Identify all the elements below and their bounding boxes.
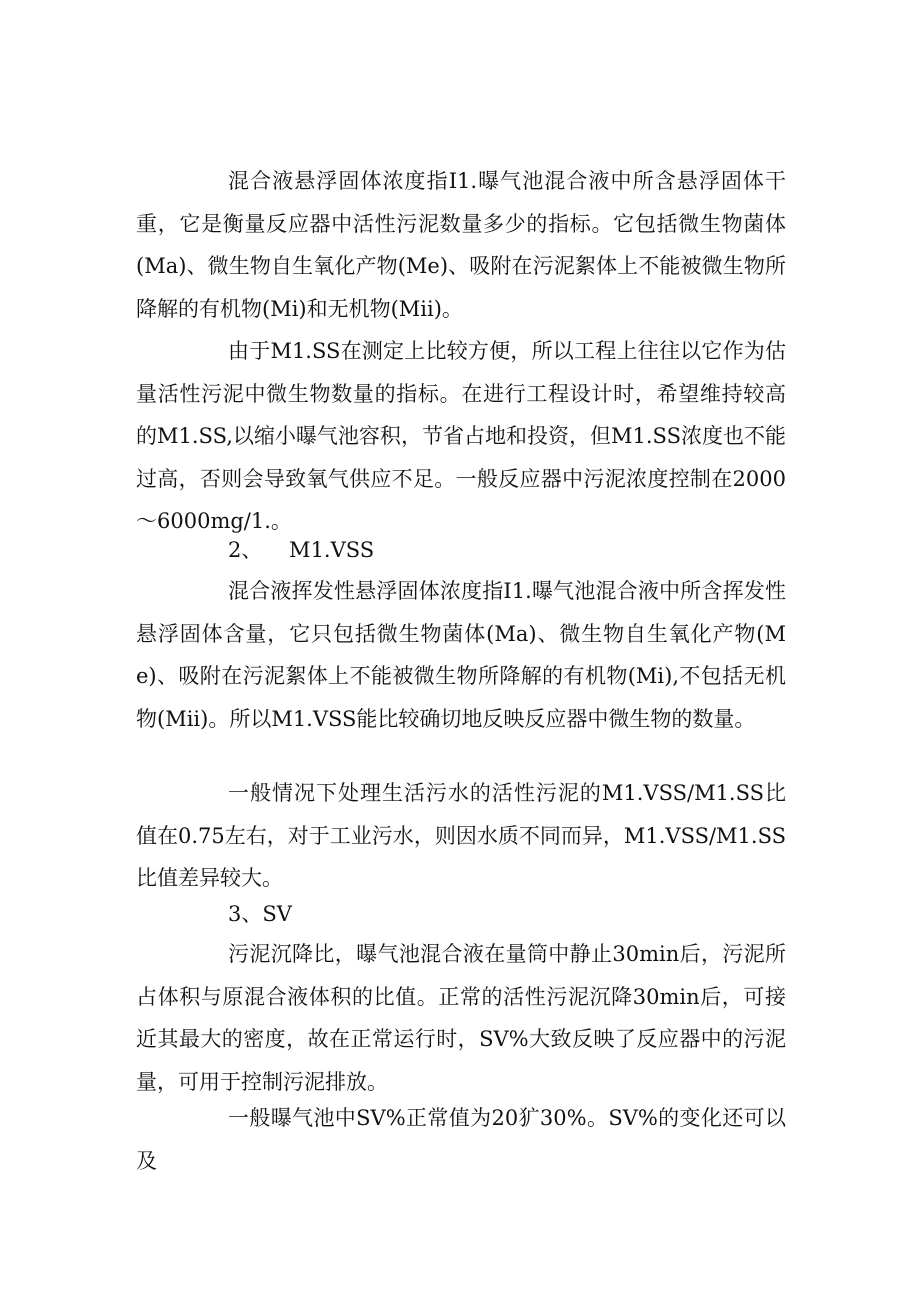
paragraph-mlss-usage: 由于M1.SS在测定上比较方便，所以工程上往往以它作为估量活性污泥中微生物数量的指标。在进行工程设计时，希望维持较高的M1.SS,以缩小曝气池容积，节省占地和投资，但M1.SS浓度也不能过高，否则会导致氧气供应不足。一般反应器中污泥浓度控制在2000～6000mg/1.。 <box>136 339 786 533</box>
section-heading-sv: 3、SV <box>228 902 292 926</box>
section-heading-mlvss: 2、 M1.VSS <box>228 538 375 562</box>
paragraph-mlvss-ratio: 一般情况下处理生活污水的活性污泥的M1.VSS/M1.SS比值在0.75左右，对于工业污水，则因水质不同而异，M1.VSS/M1.SS比值差异较大。 <box>136 781 786 890</box>
paragraph-sv-normal-value: 一般曝气池中SV%正常值为20犷30%。SV%的变化还可以及 <box>136 1106 786 1173</box>
paragraph-mlvss-definition: 混合液挥发性悬浮固体浓度指I1.曝气池混合液中所含挥发性悬浮固体含量，它只包括微生物菌体(Ma)、微生物自生氧化产物(Me)、吸附在污泥絮体上不能被微生物所降解的有机物(Mi),不包括无机物(Mii)。所以M1.VSS能比较确切地反映反应器中微生物的数量。 <box>136 579 786 731</box>
paragraph-mlss-definition: 混合液悬浮固体浓度指I1.曝气池混合液中所含悬浮固体干重，它是衡量反应器中活性污泥数量多少的指标。它包括微生物菌体(Ma)、微生物自生氧化产物(Me)、吸附在污泥絮体上不能被微生物所降解的有机物(Mi)和无机物(Mii)。 <box>136 169 786 321</box>
paragraph-sv-definition: 污泥沉降比，曝气池混合液在量筒中静止30min后，污泥所占体积与原混合液体积的比值。正常的活性污泥沉降30min后，可接近其最大的密度，故在正常运行时，SV%大致反映了反应器中的污泥量，可用于控制污泥排放。 <box>136 942 786 1094</box>
